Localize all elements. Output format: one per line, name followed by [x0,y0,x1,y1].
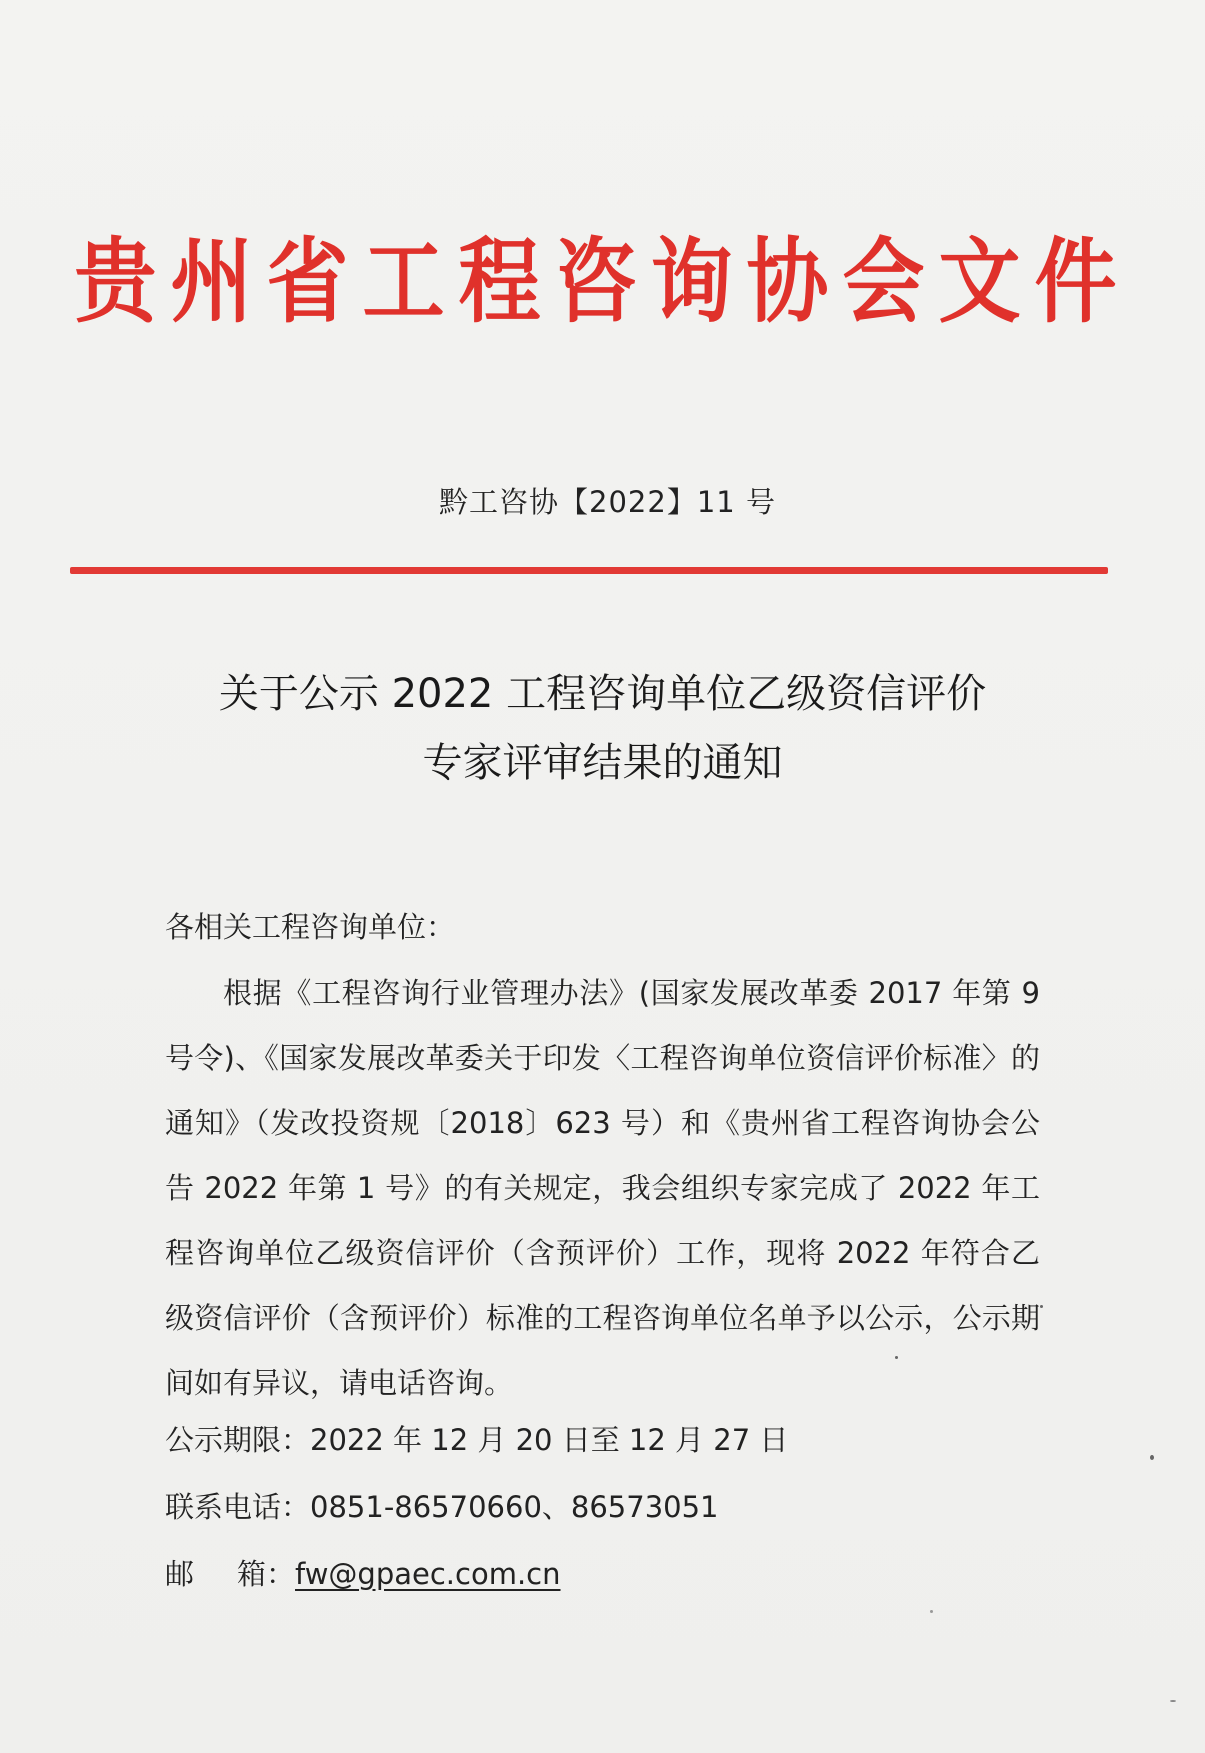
scan-speck [1170,1700,1176,1702]
contact-phone [165,1490,719,1524]
notice-title-line-1: 关于公示 2022 工程咨询单位乙级资信评价 [218,671,987,717]
contact-phone-label: 联系电话： [165,1490,311,1524]
scan-speck [1040,1305,1043,1308]
contact-email-label: 邮 箱： [165,1557,296,1591]
body-paragraph: 根据《工程咨询行业管理办法》(国家发展改革委 2017 年第 9 号令)、《国家发展改革委关于印发〈工程咨询单位资信评价标准〉的通知》（发改投资规〔2018〕623 号）和《贵州省工程咨询协会公告 2022 年第 1 号》的有关规定，我会组织专家完成了 2022 年工程咨询单位乙级资信评价（含预评价）工作，现将 2022 年符合乙级资信评价（含预评价）标准的工程咨询单位名单予以公示，公示期间如有异议，请电话咨询。 [165,976,1040,1400]
salutation: 各相关工程咨询单位： [165,910,456,944]
contact-phone-value: 0851-86570660、86573051 [310,1490,719,1524]
scan-speck [930,1610,933,1613]
contact-email [165,1557,561,1591]
document-number: 黔工咨协【2022】11 号 [439,485,776,519]
publicity-period [165,1423,789,1457]
organization-header: 贵州省工程咨询协会文件 [74,228,1131,336]
publicity-period-label: 公示期限： [165,1423,311,1457]
notice-title-line-2: 专家评审结果的通知 [422,740,783,786]
publicity-period-value: 2022 年 12 月 20 日至 12 月 27 日 [310,1423,789,1457]
scan-speck [1150,1455,1154,1460]
header-divider [70,567,1108,574]
contact-email-link[interactable]: fw@gpaec.com.cn [295,1557,561,1591]
scan-speck [895,1356,898,1359]
